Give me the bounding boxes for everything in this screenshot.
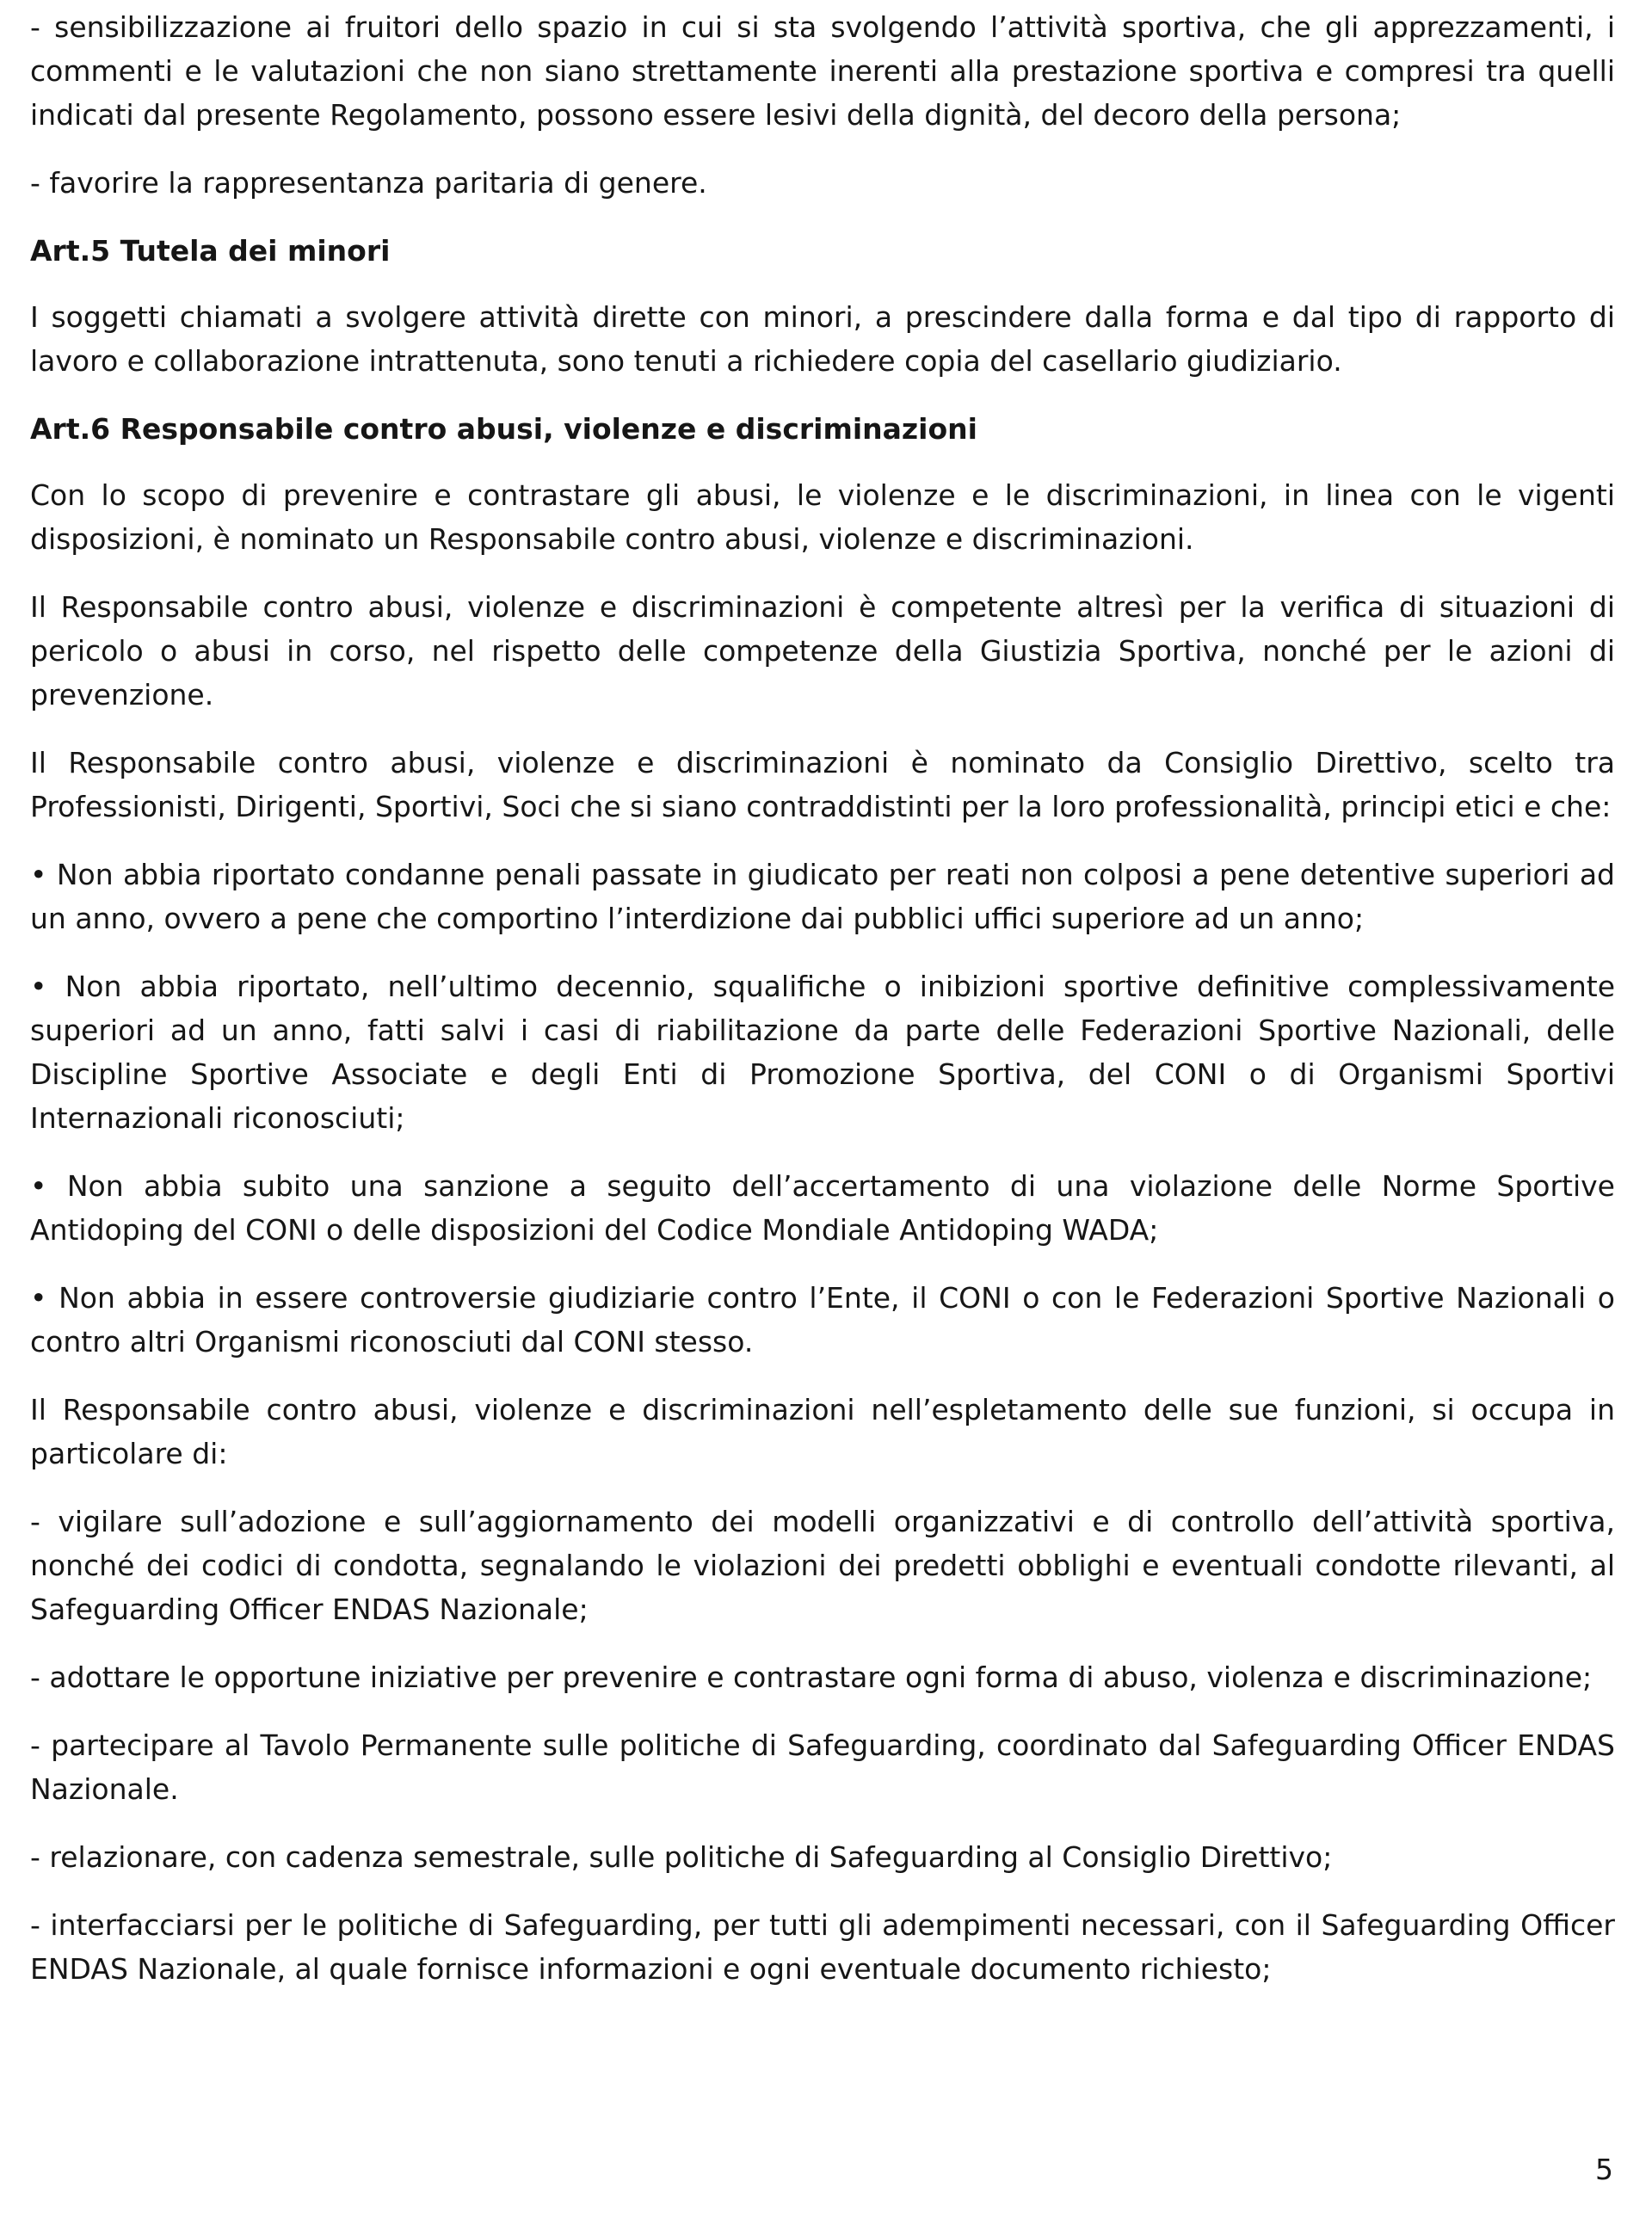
paragraph-competenza: Il Responsabile contro abusi, violenze e discriminazioni è competente altresì per la verifica di situazioni di pericolo o abusi in corso, nel rispetto delle competenze della Giustizia Sportiva, nonché per le azioni di prevenzione.	[30, 590, 1615, 712]
paragraph-tutela-minori: I soggetti chiamati a svolgere attività dirette con minori, a prescindere dalla forma e dal tipo di rapporto di lavoro e collaborazione intrattenuta, sono tenuti a richiedere copia del casellario giudiziario.	[30, 300, 1615, 378]
heading-art5: Art.5 Tutela dei minori	[30, 234, 391, 268]
item-relazionare: - relazionare, con cadenza semestrale, sulle politiche di Safeguarding al Consiglio Direttivo;	[30, 1840, 1333, 1874]
item-partecipare: - partecipare al Tavolo Permanente sulle politiche di Safeguarding, coordinato dal Safeguarding Officer ENDAS Nazionale.	[30, 1728, 1615, 1806]
item-adottare: - adottare le opportune iniziative per prevenire e contrastare ogni forma di abuso, violenza e discriminazione;	[30, 1660, 1593, 1694]
item-interfacciarsi: - interfacciarsi per le politiche di Safeguarding, per tutti gli adempimenti necessari, con il Safeguarding Officer ENDAS Nazionale, al quale fornisce informazioni e ogni eventuale documento richiesto;	[30, 1908, 1615, 1986]
page-number: 5	[1595, 2153, 1613, 2186]
paragraph-funzioni: Il Responsabile contro abusi, violenze e discriminazioni nell’espletamento delle sue funzioni, si occupa in particolare di:	[30, 1393, 1615, 1470]
document-page	[30, 0, 1615, 2015]
paragraph-sensibilizzazione: - sensibilizzazione ai fruitori dello spazio in cui si sta svolgendo l’attività sportiva, che gli apprezzamenti, i commenti e le valutazioni che non siano strettamente inerenti alla prestazione sportiva e compresi tra quelli indicati dal presente Regolamento, possono essere lesivi della dignità, del decoro della persona;	[30, 10, 1615, 132]
paragraph-rappresentanza: - favorire la rappresentanza paritaria di genere.	[30, 166, 707, 200]
heading-art6: Art.6 Responsabile contro abusi, violenze e discriminazioni	[30, 412, 977, 446]
bullet-condanne: • Non abbia riportato condanne penali passate in giudicato per reati non colposi a pene detentive superiori ad un anno, ovvero a pene che comportino l’interdizione dai pubblici uffici superiore ad un anno;	[30, 858, 1615, 935]
item-vigilare: - vigilare sull’adozione e sull’aggiornamento dei modelli organizzativi e di controllo dell’attività sportiva, nonché dei codici di condotta, segnalando le violazioni dei predetti obblighi e eventuali condotte rilevanti, al Safeguarding Officer ENDAS Nazionale;	[30, 1505, 1615, 1626]
bullet-controversie: • Non abbia in essere controversie giudiziarie contro l’Ente, il CONI o con le Federazioni Sportive Nazionali o contro altri Organismi riconosciuti dal CONI stesso.	[30, 1281, 1615, 1359]
paragraph-scopo: Con lo scopo di prevenire e contrastare gli abusi, le violenze e le discriminazioni, in linea con le vigenti disposizioni, è nominato un Responsabile contro abusi, violenze e discriminazioni.	[30, 478, 1615, 556]
bullet-squalifiche: • Non abbia riportato, nell’ultimo decennio, squalifiche o inibizioni sportive definitive complessivamente superiori ad un anno, fatti salvi i casi di riabilitazione da parte delle Federazioni Sportive Nazionali, delle Discipline Sportive Associate e degli Enti di Promozione Sportiva, del CONI o di Organismi Sportivi Internazionali riconosciuti;	[30, 970, 1615, 1135]
paragraph-nomina: Il Responsabile contro abusi, violenze e discriminazioni è nominato da Consiglio Direttivo, scelto tra Professionisti, Dirigenti, Sportivi, Soci che si siano contraddistinti per la loro professionalità, principi etici e che:	[30, 746, 1615, 823]
bullet-antidoping: • Non abbia subito una sanzione a seguito dell’accertamento di una violazione delle Norme Sportive Antidoping del CONI o delle disposizioni del Codice Mondiale Antidoping WADA;	[30, 1169, 1615, 1247]
